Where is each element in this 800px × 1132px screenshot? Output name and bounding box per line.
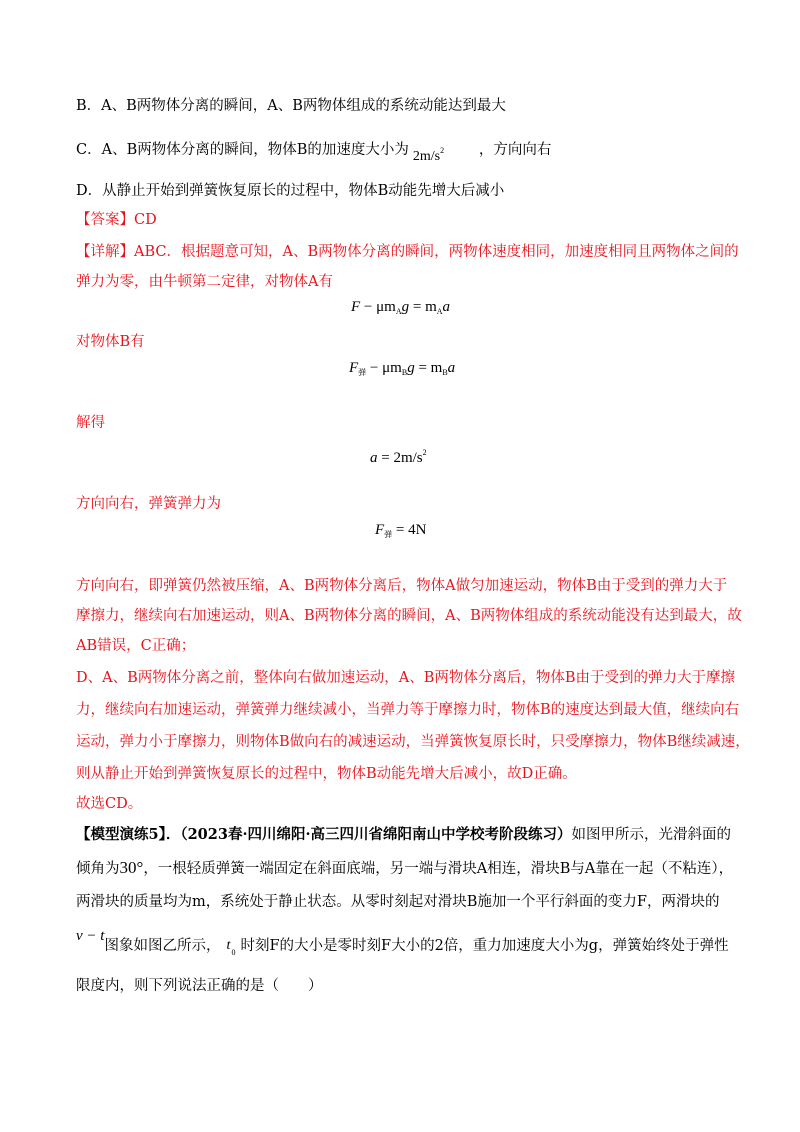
- detail-para2-line2: 力，继续向右加速运动，弹簧弹力继续减小，当弹力等于摩擦力时，物体B的速度达到最大值，继续向右: [76, 702, 740, 718]
- detail-para2-line3: 运动，弹力小于摩擦力，则物体B做向右的减速运动，当弹簧恢复原长时，只受摩擦力，物体B继续减速，: [76, 734, 750, 750]
- exercise-line-4-a: 图象如图乙所示，: [104, 938, 221, 954]
- eq3-value: = 2m/s: [377, 450, 423, 466]
- equation-3: [370, 443, 427, 468]
- eq1-eq-m: = m: [409, 299, 437, 315]
- exercise-t0-sub: 0: [231, 948, 236, 957]
- exercise-line-2-post: ，一根轻质弹簧一端固定在斜面底端，另一端与滑块A相连，滑块B与A靠在一起（不粘连），: [143, 861, 734, 877]
- option-c-text: C．A、B两物体分离的瞬间，物体B的加速度大小为: [76, 142, 409, 158]
- detail-para1-line1: 方向向右，即弹簧仍然被压缩，A、B两物体分离后，物体A做匀加速运动，物体B由于受到的弹力大于: [76, 578, 728, 594]
- option-c: [76, 140, 552, 164]
- detail-line-5: 方向向右，弹簧弹力为: [76, 496, 221, 512]
- option-d: D．从静止开始到弹簧恢复原长的过程中，物体B动能先增大后减小: [76, 183, 505, 199]
- detail-para2-line1: D、A、B两物体分离之前，整体向右做加速运动，A、B两物体分离后，物体B由于受到的弹力大于摩擦: [76, 670, 736, 686]
- eq1-sub-a: A: [395, 307, 402, 316]
- detail-para2-line4: 则从静止开始到弹簧恢复原长的过程中，物体B动能先增大后减小，故D正确。: [76, 766, 577, 782]
- detail-line-4: 解得: [76, 415, 105, 431]
- exercise-line-4-b: 时刻F的大小是零时刻F大小的2倍，重力加速度大小为g，弹簧始终处于弹性: [240, 938, 729, 954]
- exercise-t0-t: t: [226, 938, 231, 953]
- exercise-vt: v − t: [76, 928, 105, 944]
- detail-line-2: 弹力为零，由牛顿第二定律，对物体A有: [76, 274, 333, 290]
- eq2-sub-spring: 弹: [358, 368, 367, 377]
- eq1-a: a: [442, 299, 451, 315]
- detail-line-1: 【详解】ABC．根据题意可知，A、B两物体分离的瞬间，两物体速度相同，加速度相同且两物体之间的: [76, 244, 739, 260]
- eq4-sub-spring: 弹: [384, 530, 393, 539]
- eq1-mu-m: − μm: [360, 299, 396, 315]
- exercise-line-4: [76, 928, 729, 957]
- eq2-mu-m: − μm: [366, 360, 402, 376]
- eq2-g: g: [407, 360, 415, 376]
- answer: 【答案】CD: [76, 212, 157, 228]
- exercise-source: （2023春·四川绵阳·高三四川省绵阳南山中学校考阶段练习）: [180, 826, 572, 843]
- exercise-line-1: [76, 825, 731, 845]
- conclusion: 故选CD。: [76, 796, 143, 812]
- exercise-angle: 30°: [119, 858, 144, 877]
- equation-4: [375, 520, 426, 545]
- exercise-line-2: [76, 858, 733, 879]
- eq2-f: F: [349, 360, 359, 376]
- option-c-unit: 2m/s: [412, 149, 441, 164]
- equation-1: [351, 297, 450, 322]
- eq2-eq-m: = m: [414, 360, 443, 376]
- equation-2: [349, 358, 455, 383]
- exercise-title: 【模型演练5】．: [76, 826, 181, 843]
- exercise-line-2-pre: 倾角为: [76, 861, 120, 877]
- option-c-direction: ，方向向右: [478, 142, 552, 158]
- eq1-g: g: [401, 299, 410, 315]
- exercise-line-1-text: 如图甲所示，光滑斜面的: [571, 827, 732, 843]
- exercise-line-3: 两滑块的质量均为m，系统处于静止状态。从零时刻起对滑块B施加一个平行斜面的变力F，两滑块的: [76, 894, 720, 910]
- detail-para1-line2: 摩擦力，继续向右加速运动，则A、B两物体分离的瞬间，A、B两物体组成的系统动能没有达到最大，故: [76, 608, 742, 624]
- option-b: B．A、B两物体分离的瞬间，A、B两物体组成的系统动能达到最大: [76, 98, 506, 114]
- eq1-f: F: [351, 299, 361, 315]
- detail-line-3: 对物体B有: [76, 334, 145, 350]
- eq2-sub-b2: B: [442, 368, 448, 377]
- eq1-sub-a2: A: [436, 307, 443, 316]
- exercise-line-5: 限度内，则下列说法正确的是（ ）: [76, 978, 323, 994]
- eq4-f: F: [375, 522, 385, 538]
- eq2-a: a: [447, 360, 456, 376]
- eq4-value: = 4N: [392, 522, 427, 538]
- eq3-sup: 2: [422, 448, 427, 457]
- eq3-a: a: [370, 450, 378, 466]
- eq2-sub-b: B: [401, 368, 408, 377]
- option-c-sup: 2: [440, 146, 445, 155]
- detail-para1-line3: AB错误，C正确；: [76, 638, 196, 654]
